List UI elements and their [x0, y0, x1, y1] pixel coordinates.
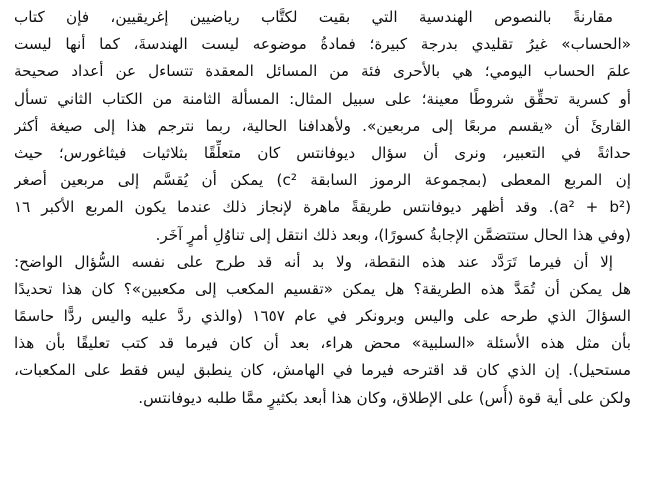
text-line: القارئَ أن «يقسم مربعًا إلى مربعين». ولأهدافنا الحالية، ربما نترجم هذا إلى صيغة أكثر [14, 116, 631, 135]
text-line: أو كسرية تحقِّق شروطًا معينة؛ على سبيل المثال: المسألة الثامنة من الكتاب الثاني تسأل [14, 89, 631, 108]
paragraph-2 [14, 249, 631, 412]
text-line: «الحساب» غيرُ تقليدي بدرجة كبيرة؛ فمادةُ موضوعه ليست الهندسةَ، كما أنها ليست [14, 35, 631, 54]
document-page [14, 4, 631, 486]
text-line: (a² + b²). وقد أظهر ديوفانتس طريقةً ماهرة لإنجاز ذلك عندما يكون المربع الأكبر ١٦ [14, 198, 631, 217]
text-line: مستحيل). إن الذي كان قد اقترحه فيرما في الهامش، كان ينطبق ليس فقط على المكعبات، [14, 361, 631, 380]
text-line: بأن مثل هذه الأسئلة «السلبية» محض هراء، بعد أن كان فيرما قد كتب تعليقًا بأن هذا [14, 334, 631, 353]
text-line: (وفي هذا الحال ستتضمَّن الإجابةُ كسورًا)، وبعد ذلك انتقل إلى تناوُلِ أمرٍ آخَر. [155, 225, 631, 244]
text-line: هل يمكن أن تُمَدَّ هذه الطريقة؟ هل يمكن «تقسيم المكعب إلى مكعبين»؟ كان هذا تحديدًا [14, 279, 631, 298]
text-line: مقارنةً بالنصوص الهندسية التي بقيت لكتَّاب رياضيين إغريقيين، فإن كتاب [14, 8, 613, 26]
text-line: السؤالَ الذي طرحه على واليس وبرونكر في عام ١٦٥٧ (والذي ردَّ عليه واليس ردًّا حاسمًا [14, 307, 631, 326]
text-line: حداثةً في التعبير، ونرى أن سؤال ديوفانتس كان متعلِّقًا بثلاثيات فيثاغورس؛ حيث [14, 143, 631, 162]
text-line: ولكن على أية قوة (أُس) على الإطلاق، وكان هذا أبعد بكثيرٍ ممَّا طلبه ديوفانتس. [138, 388, 631, 407]
paragraph-1 [14, 4, 631, 249]
text-line: إلا أن فيرما تَرَدَّد عند هذه النقطة، ولا بد أنه قد طرح على نفسه السُّؤال الواضح: [14, 252, 613, 271]
text-line: إن المربع المعطى (بمجموعة الرموز السابقة c²) يمكن أن يُقسَّم إلى مربعين أصغر [14, 171, 631, 190]
text-line: علمَ الحساب اليومي؛ هي بالأحرى فئة من المسائل المعقدة تتساءل عن أعداد صحيحة [14, 62, 631, 81]
